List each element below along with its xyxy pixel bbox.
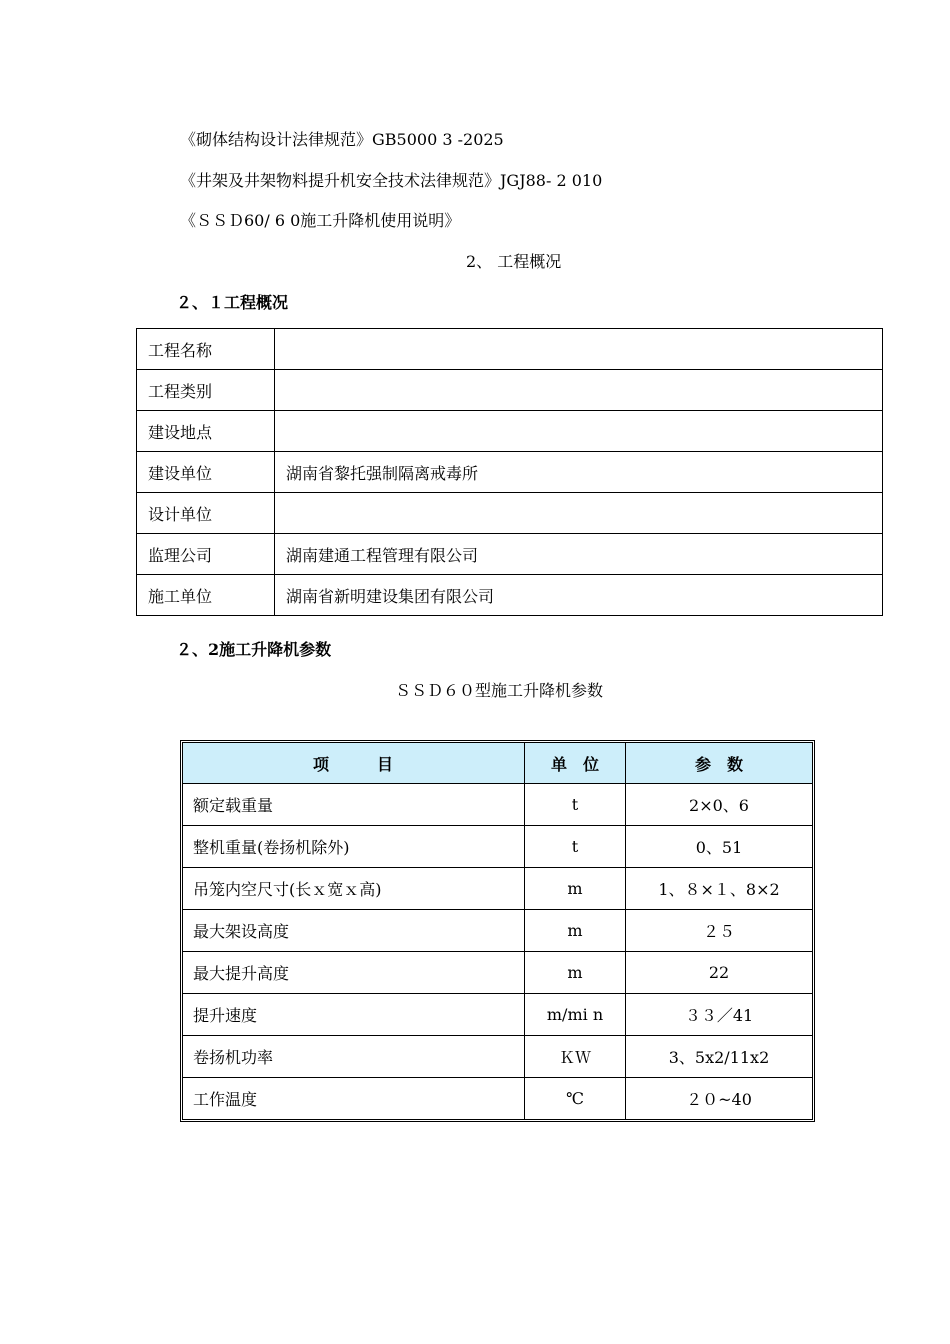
section-title: 2、 工程概况 xyxy=(466,252,562,271)
header-value: 参 数 xyxy=(626,743,813,784)
param-value: 0、51 xyxy=(626,826,813,868)
table-row xyxy=(137,329,883,370)
param-unit: t xyxy=(525,784,626,826)
overview-key: 工程名称 xyxy=(137,329,275,370)
overview-value xyxy=(275,370,883,411)
header-unit: 单 位 xyxy=(525,743,626,784)
table-row xyxy=(137,493,883,534)
param-name: 吊笼内空尺寸(长ｘ宽ｘ高) xyxy=(183,868,525,910)
header-item: 项 目 xyxy=(183,743,525,784)
param-value: 3、5x2/11x2 xyxy=(626,1036,813,1078)
param-unit: ＫＷ xyxy=(525,1036,626,1078)
param-name: 卷扬机功率 xyxy=(183,1036,525,1078)
overview-key: 施工单位 xyxy=(137,575,275,616)
overview-value: 湖南省黎托强制隔离戒毒所 xyxy=(275,452,883,493)
param-name: 提升速度 xyxy=(183,994,525,1036)
table-row xyxy=(183,868,813,910)
overview-key: 监理公司 xyxy=(137,534,275,575)
project-overview-table xyxy=(136,328,883,616)
param-unit: m xyxy=(525,952,626,994)
table-row xyxy=(183,994,813,1036)
table-row xyxy=(137,452,883,493)
overview-key: 设计单位 xyxy=(137,493,275,534)
params-table-caption: ＳＳＤ６０型施工升降机参数 xyxy=(395,681,604,700)
subsection-params-title: ２、2施工升降机参数 xyxy=(176,640,332,659)
param-value: 1、８×１、8×2 xyxy=(626,868,813,910)
overview-value xyxy=(275,329,883,370)
table-row xyxy=(137,575,883,616)
table-row xyxy=(183,910,813,952)
overview-key: 工程类别 xyxy=(137,370,275,411)
table-row xyxy=(137,370,883,411)
param-unit: m xyxy=(525,868,626,910)
subsection-overview-title: ２、１工程概况 xyxy=(176,293,289,312)
params-table-frame xyxy=(180,740,815,1122)
param-value: 22 xyxy=(626,952,813,994)
overview-value xyxy=(275,411,883,452)
param-value: ２０~40 xyxy=(626,1078,813,1120)
param-name: 最大架设高度 xyxy=(183,910,525,952)
table-row xyxy=(137,411,883,452)
table-row xyxy=(183,784,813,826)
table-row xyxy=(137,534,883,575)
table-row xyxy=(183,1078,813,1120)
table-row xyxy=(183,1036,813,1078)
param-unit: ℃ xyxy=(525,1078,626,1120)
overview-key: 建设地点 xyxy=(137,411,275,452)
reference-line-1: 《砌体结构设计法律规范》GB5000 3 -2025 xyxy=(180,130,504,149)
param-unit: m/mi n xyxy=(525,994,626,1036)
overview-value xyxy=(275,493,883,534)
param-name: 额定载重量 xyxy=(183,784,525,826)
reference-line-2: 《井架及井架物料提升机安全技术法律规范》JGJ88- 2 010 xyxy=(180,171,603,190)
param-unit: t xyxy=(525,826,626,868)
param-name: 最大提升高度 xyxy=(183,952,525,994)
table-row xyxy=(183,952,813,994)
table-row xyxy=(183,826,813,868)
overview-key: 建设单位 xyxy=(137,452,275,493)
param-value: ２５ xyxy=(626,910,813,952)
params-table xyxy=(182,742,813,1120)
reference-line-3: 《ＳＳＤ60/ 6 0施工升降机使用说明》 xyxy=(180,211,461,230)
table-header-row xyxy=(183,743,813,784)
param-name: 整机重量(卷扬机除外) xyxy=(183,826,525,868)
overview-value: 湖南省新明建设集团有限公司 xyxy=(275,575,883,616)
param-value: 2×0、6 xyxy=(626,784,813,826)
param-unit: m xyxy=(525,910,626,952)
overview-value: 湖南建通工程管理有限公司 xyxy=(275,534,883,575)
param-value: ３３／41 xyxy=(626,994,813,1036)
param-name: 工作温度 xyxy=(183,1078,525,1120)
